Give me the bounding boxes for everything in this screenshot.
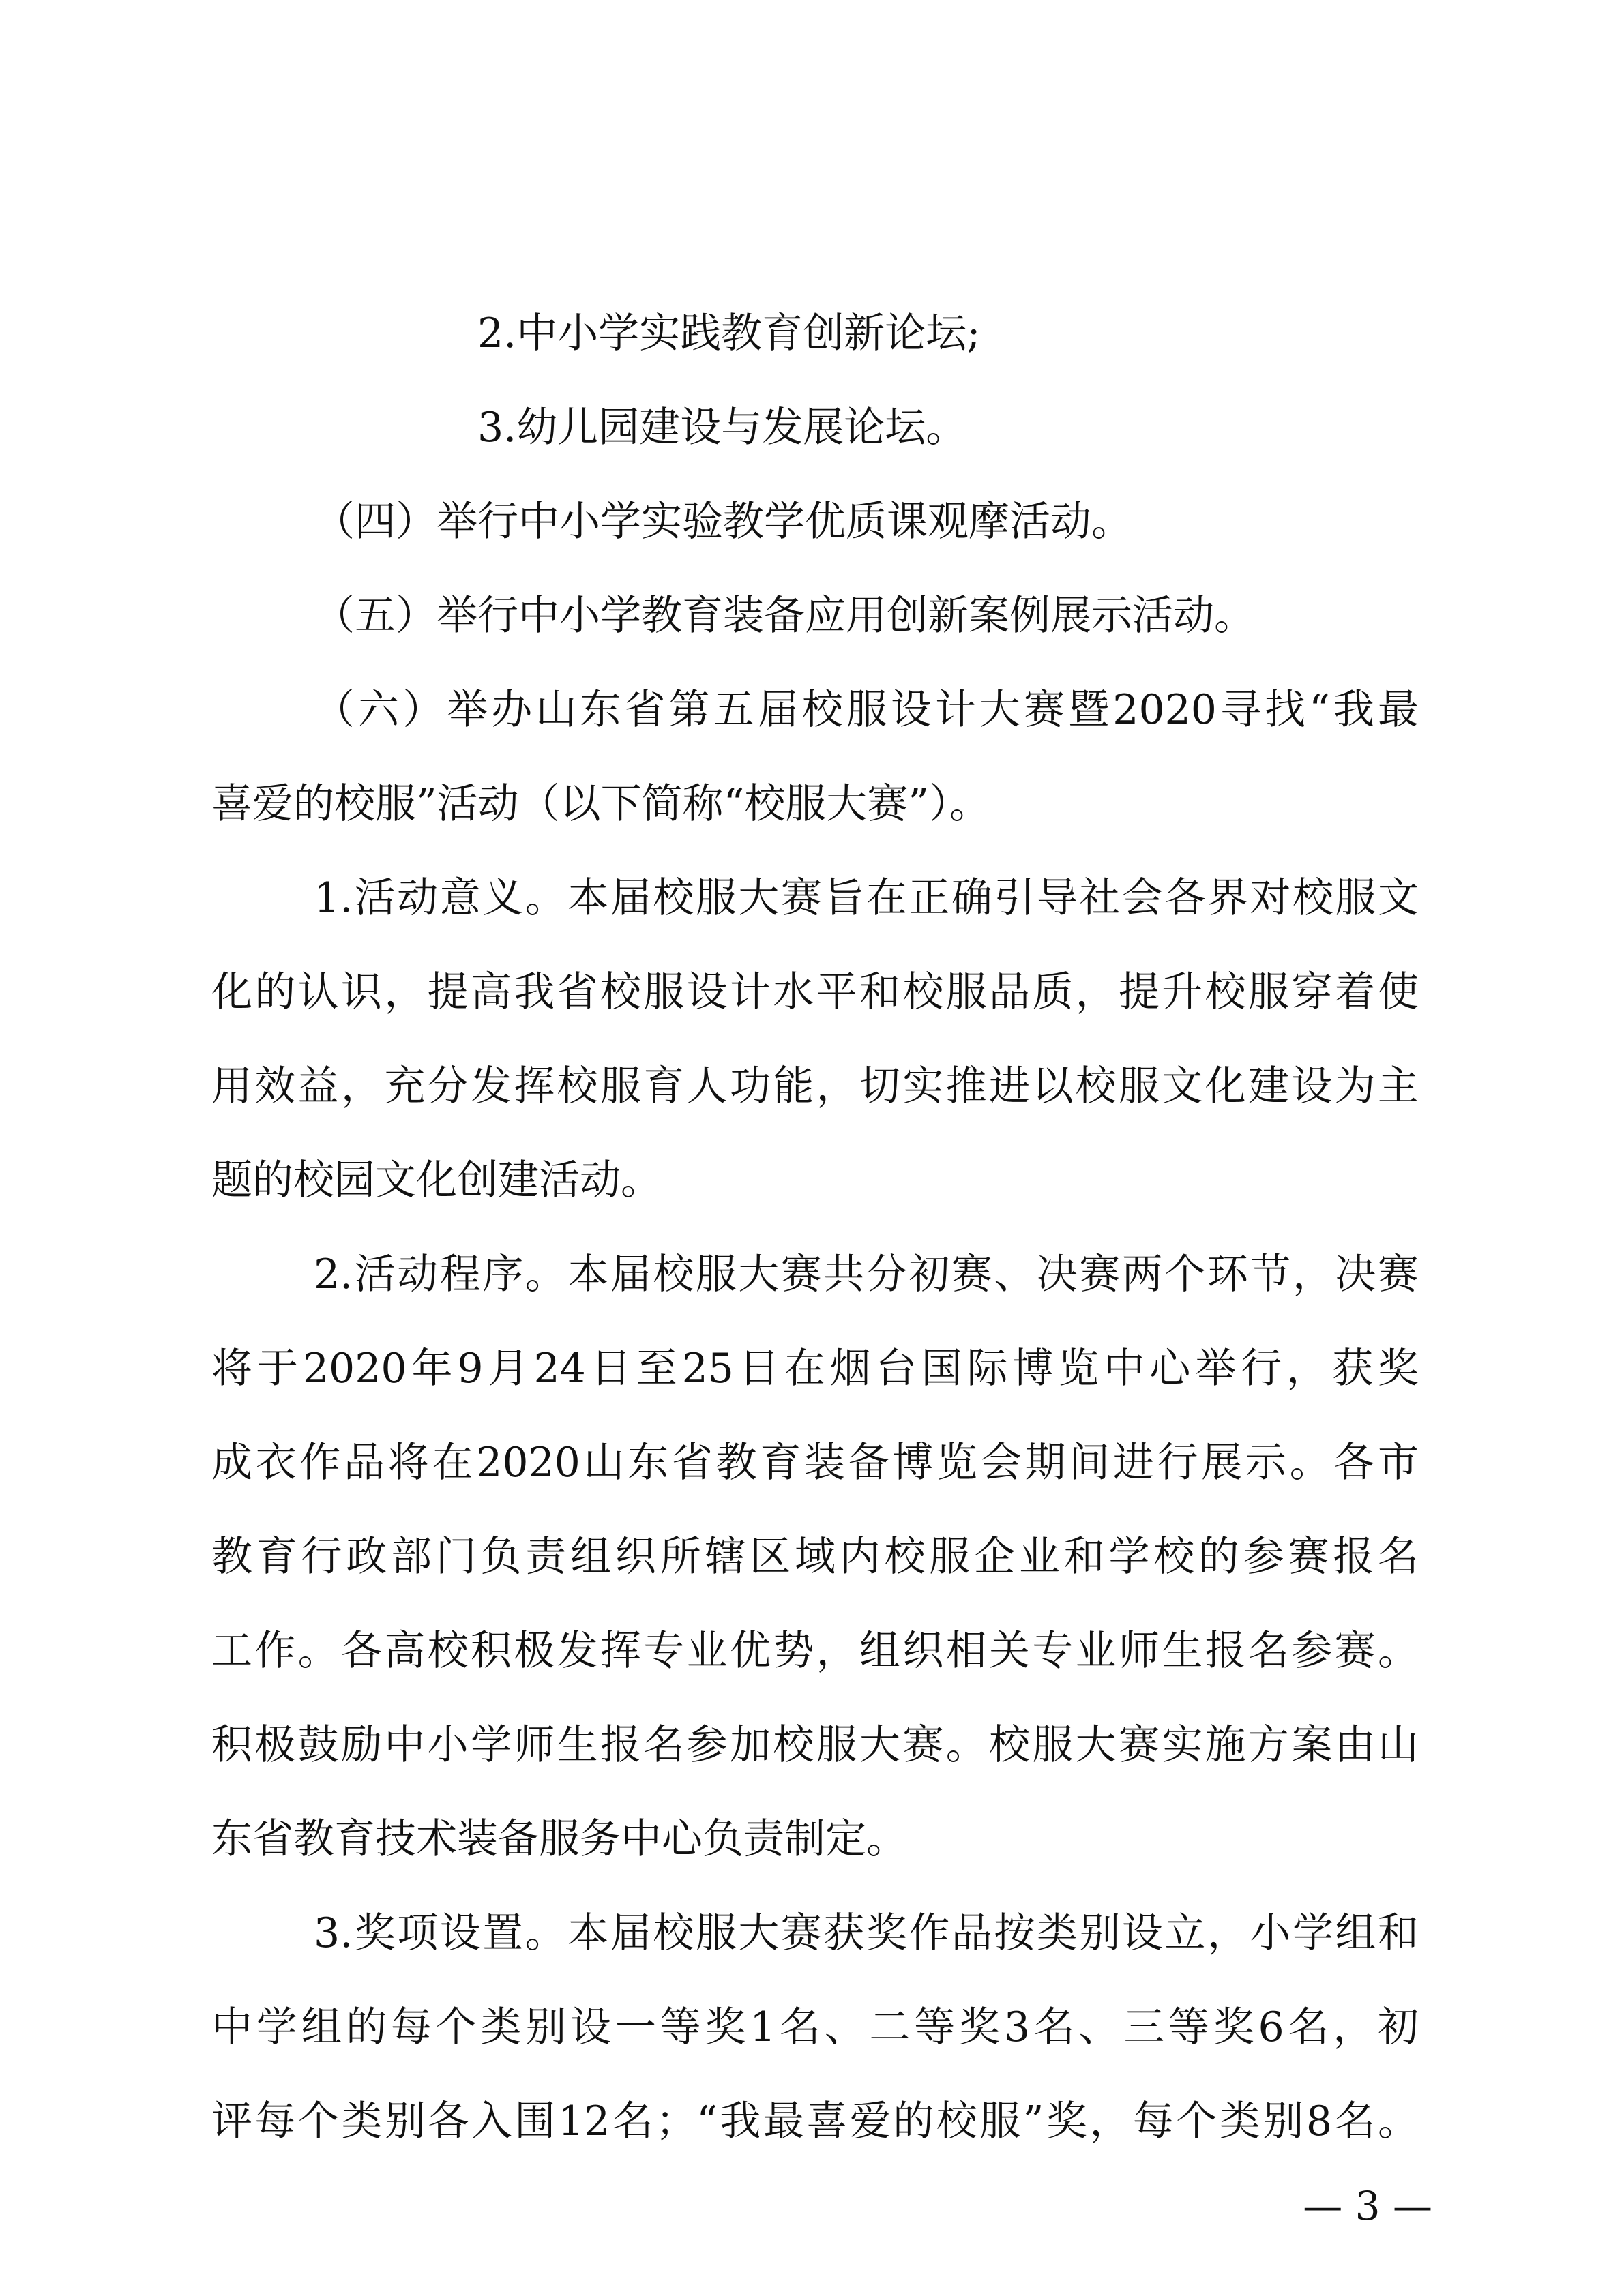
text-line: 喜爱的校服”活动（以下简称“校服大赛”）。 xyxy=(211,780,991,828)
document-body xyxy=(211,286,1419,2168)
text-line: 教育行政部门负责组织所辖区域内校服企业和学校的参赛报名 xyxy=(211,1533,1419,1581)
text-line: 3.奖项设置。本届校服大赛获奖作品按类别设立，小学组和 xyxy=(314,1909,1419,1957)
text-line: （五）举行中小学教育装备应用创新案例展示活动。 xyxy=(314,592,1255,640)
text-line: 东省教育技术装备服务中心负责制定。 xyxy=(211,1815,907,1863)
text-line: （六）举办山东省第五届校服设计大赛暨2020寻找“我最 xyxy=(314,686,1419,734)
text-line: 2.中小学实践教育创新论坛; xyxy=(477,310,981,357)
text-line: 成衣作品将在2020山东省教育装备博览会期间进行展示。各市 xyxy=(211,1439,1419,1487)
text-line: 将于2020年9月24日至25日在烟台国际博览中心举行，获奖 xyxy=(211,1345,1419,1392)
text-line: 中学组的每个类别设一等奖1名、二等奖3名、三等奖6名，初 xyxy=(211,2003,1419,2051)
text-line: 3.幼儿园建设与发展论坛。 xyxy=(477,404,967,451)
text-line: 题的校园文化创建活动。 xyxy=(211,1157,662,1204)
text-line: 用效益，充分发挥校服育人功能，切实推进以校服文化建设为主 xyxy=(211,1062,1419,1110)
text-line: 化的认识，提高我省校服设计水平和校服品质，提升校服穿着使 xyxy=(211,968,1419,1016)
text-line: 2.活动程序。本届校服大赛共分初赛、决赛两个环节，决赛 xyxy=(314,1251,1419,1298)
text-line: （四）举行中小学实验教学优质课观摩活动。 xyxy=(314,498,1132,546)
text-line: 评每个类别各入围12名；“我最喜爱的校服”奖，每个类别8名。 xyxy=(211,2098,1419,2145)
text-line: 积极鼓励中小学师生报名参加校服大赛。校服大赛实施方案由山 xyxy=(211,1721,1419,1769)
text-line: 工作。各高校积极发挥专业优势，组织相关专业师生报名参赛。 xyxy=(211,1627,1419,1675)
text-line: 1.活动意义。本届校服大赛旨在正确引导社会各界对校服文 xyxy=(314,874,1419,922)
page-number: — 3 — xyxy=(1303,2183,1432,2229)
